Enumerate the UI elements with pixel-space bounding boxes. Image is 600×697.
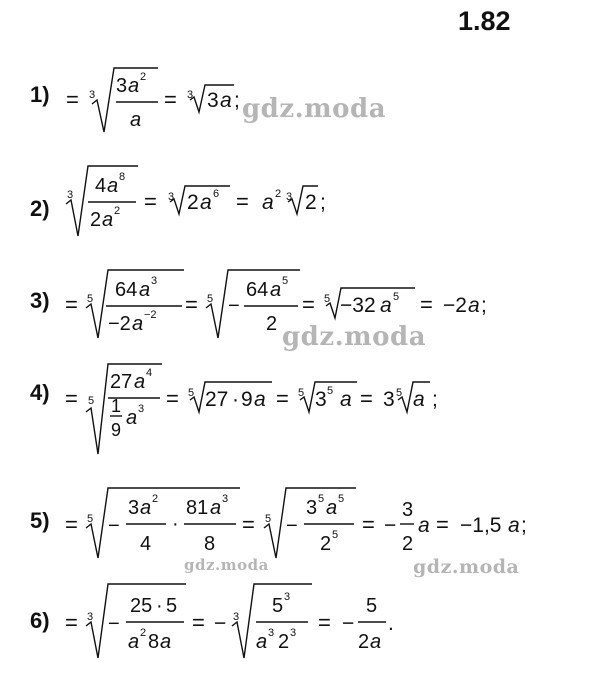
svg-text:a: a <box>256 631 268 653</box>
svg-text:5: 5 <box>324 293 331 305</box>
svg-text:3: 3 <box>315 388 327 411</box>
svg-text:5: 5 <box>366 595 378 617</box>
svg-text:−: − <box>342 612 355 635</box>
svg-text:64: 64 <box>246 279 269 301</box>
svg-text:a: a <box>200 191 212 214</box>
svg-text:a: a <box>418 514 430 537</box>
svg-text:=: = <box>65 292 78 317</box>
svg-text:=: = <box>436 512 449 537</box>
svg-text:5: 5 <box>272 595 284 617</box>
svg-text:3: 3 <box>168 191 175 203</box>
svg-text:3: 3 <box>89 89 96 101</box>
svg-text:·: · <box>156 595 163 617</box>
solution-item-6 <box>0 578 600 666</box>
svg-text:=: = <box>65 610 78 635</box>
solution-item-2 <box>0 160 600 244</box>
svg-text:2: 2 <box>140 627 147 639</box>
expression-4 <box>0 360 600 460</box>
svg-text:5: 5 <box>87 513 94 525</box>
svg-text:=: = <box>185 292 198 317</box>
expression-2 <box>0 160 600 244</box>
item-label: 3) <box>30 288 50 313</box>
svg-text:4: 4 <box>146 367 153 379</box>
svg-text:=: = <box>164 87 177 112</box>
svg-text:=: = <box>66 87 79 112</box>
svg-text:a: a <box>102 209 114 231</box>
svg-text:=: = <box>192 610 205 635</box>
svg-text:5: 5 <box>282 275 289 287</box>
svg-text:a: a <box>413 388 425 411</box>
svg-text:3: 3 <box>151 275 158 287</box>
svg-text:a: a <box>107 175 119 197</box>
svg-text:3: 3 <box>116 75 128 97</box>
svg-text:64: 64 <box>115 279 138 301</box>
svg-text:a: a <box>134 371 146 393</box>
svg-text:6: 6 <box>213 188 220 200</box>
item-label: 2) <box>30 196 50 221</box>
svg-text:2: 2 <box>152 493 159 505</box>
svg-text:a: a <box>140 497 152 519</box>
svg-text:2: 2 <box>90 209 102 231</box>
svg-text:a: a <box>380 294 392 317</box>
svg-text:5: 5 <box>396 387 403 399</box>
svg-text:5: 5 <box>87 293 94 305</box>
svg-text:a: a <box>128 631 140 653</box>
svg-text:5: 5 <box>207 293 214 305</box>
svg-text:2: 2 <box>305 191 317 214</box>
svg-text:;: ; <box>320 191 326 214</box>
svg-text:9: 9 <box>111 420 122 440</box>
svg-text:−32: −32 <box>340 294 376 317</box>
svg-text:3: 3 <box>290 627 297 639</box>
svg-text:·: · <box>232 388 239 411</box>
expression-6 <box>0 578 600 666</box>
svg-text:8: 8 <box>148 631 160 653</box>
item-label: 5) <box>30 508 50 533</box>
svg-text:;: ; <box>481 294 487 317</box>
svg-text:4: 4 <box>95 175 107 197</box>
svg-text:5: 5 <box>318 493 325 505</box>
svg-text:a: a <box>210 497 222 519</box>
svg-text:a: a <box>254 388 266 411</box>
svg-text:;: ; <box>234 89 240 112</box>
svg-text:5: 5 <box>265 513 272 525</box>
svg-text:1: 1 <box>111 396 122 416</box>
svg-text:3: 3 <box>138 403 145 415</box>
svg-text:5: 5 <box>88 395 95 407</box>
svg-text:3: 3 <box>402 499 414 521</box>
svg-text:3: 3 <box>383 388 395 411</box>
svg-text:a: a <box>340 388 352 411</box>
svg-text:=: = <box>276 386 289 411</box>
svg-text:3: 3 <box>268 627 275 639</box>
svg-text:3: 3 <box>87 611 94 623</box>
svg-text:81: 81 <box>186 497 209 519</box>
solution-item-4 <box>0 360 600 460</box>
svg-text:2: 2 <box>278 631 290 653</box>
svg-text:−2: −2 <box>144 309 157 321</box>
svg-text:.: . <box>388 612 394 635</box>
svg-text:−: − <box>108 515 120 537</box>
svg-text:;: ; <box>521 514 527 537</box>
svg-text:=: = <box>242 512 255 537</box>
svg-text:−: − <box>108 613 120 635</box>
svg-text:3: 3 <box>233 611 240 623</box>
svg-text:3: 3 <box>67 189 74 201</box>
svg-text:−: − <box>286 515 298 537</box>
watermark: gdz.moda <box>242 94 387 124</box>
svg-text:25: 25 <box>130 595 153 617</box>
watermark: gdz.moda <box>413 556 520 578</box>
svg-text:=: = <box>362 512 375 537</box>
svg-text:2: 2 <box>275 188 282 200</box>
svg-text:3: 3 <box>286 191 293 203</box>
svg-text:=: = <box>420 292 433 317</box>
svg-text:−2: −2 <box>108 313 131 335</box>
svg-text:a: a <box>370 631 382 653</box>
svg-text:5: 5 <box>332 529 339 541</box>
svg-text:2: 2 <box>320 533 332 555</box>
svg-text:3: 3 <box>222 493 229 505</box>
svg-text:a: a <box>468 294 480 317</box>
svg-text:−1,5: −1,5 <box>460 514 502 537</box>
svg-text:3: 3 <box>207 89 219 112</box>
svg-text:5: 5 <box>338 493 345 505</box>
svg-text:a: a <box>326 497 338 519</box>
item-label: 6) <box>30 608 50 633</box>
svg-text:a: a <box>508 514 520 537</box>
svg-text:2: 2 <box>140 71 147 83</box>
svg-text:=: = <box>302 292 315 317</box>
svg-text:2: 2 <box>187 191 199 214</box>
svg-text:8: 8 <box>119 171 126 183</box>
svg-text:=: = <box>236 189 249 214</box>
svg-text:=: = <box>144 189 157 214</box>
svg-text:−2: −2 <box>443 294 467 317</box>
svg-text:a: a <box>262 191 274 214</box>
svg-text:3: 3 <box>128 497 140 519</box>
watermark: gdz.moda <box>282 322 427 352</box>
svg-text:27: 27 <box>205 388 229 411</box>
svg-text:2: 2 <box>114 205 121 217</box>
watermark: gdz.moda <box>184 556 269 574</box>
svg-text:3: 3 <box>187 89 194 101</box>
svg-text:a: a <box>130 109 142 131</box>
svg-text:8: 8 <box>204 533 216 555</box>
svg-text:−: − <box>214 612 227 635</box>
svg-text:27: 27 <box>110 371 133 393</box>
svg-text:a: a <box>139 279 151 301</box>
svg-text:a: a <box>220 89 232 112</box>
svg-text:3: 3 <box>306 497 318 519</box>
svg-text:=: = <box>65 512 78 537</box>
svg-text:=: = <box>318 610 331 635</box>
svg-text:·: · <box>172 513 179 535</box>
svg-text:2: 2 <box>358 631 370 653</box>
svg-text:;: ; <box>432 388 438 411</box>
svg-text:=: = <box>65 386 78 411</box>
svg-text:4: 4 <box>140 533 152 555</box>
svg-text:5: 5 <box>166 595 178 617</box>
svg-text:−: − <box>384 514 397 537</box>
exercise-number: 1.82 <box>458 6 511 36</box>
svg-text:5: 5 <box>327 385 334 397</box>
svg-text:a: a <box>132 313 144 335</box>
svg-text:3: 3 <box>284 591 291 603</box>
svg-text:−: − <box>228 295 240 317</box>
item-label: 4) <box>30 380 50 405</box>
svg-text:9: 9 <box>241 388 253 411</box>
svg-text:a: a <box>160 631 172 653</box>
svg-text:a: a <box>128 75 140 97</box>
svg-text:=: = <box>360 386 373 411</box>
svg-text:5: 5 <box>393 291 400 303</box>
svg-text:2: 2 <box>266 313 278 335</box>
svg-text:2: 2 <box>402 533 414 555</box>
svg-text:5: 5 <box>188 387 195 399</box>
svg-text:5: 5 <box>298 387 305 399</box>
svg-text:a: a <box>126 407 138 429</box>
svg-text:=: = <box>166 386 179 411</box>
item-label: 1) <box>30 82 50 107</box>
svg-text:a: a <box>270 279 282 301</box>
